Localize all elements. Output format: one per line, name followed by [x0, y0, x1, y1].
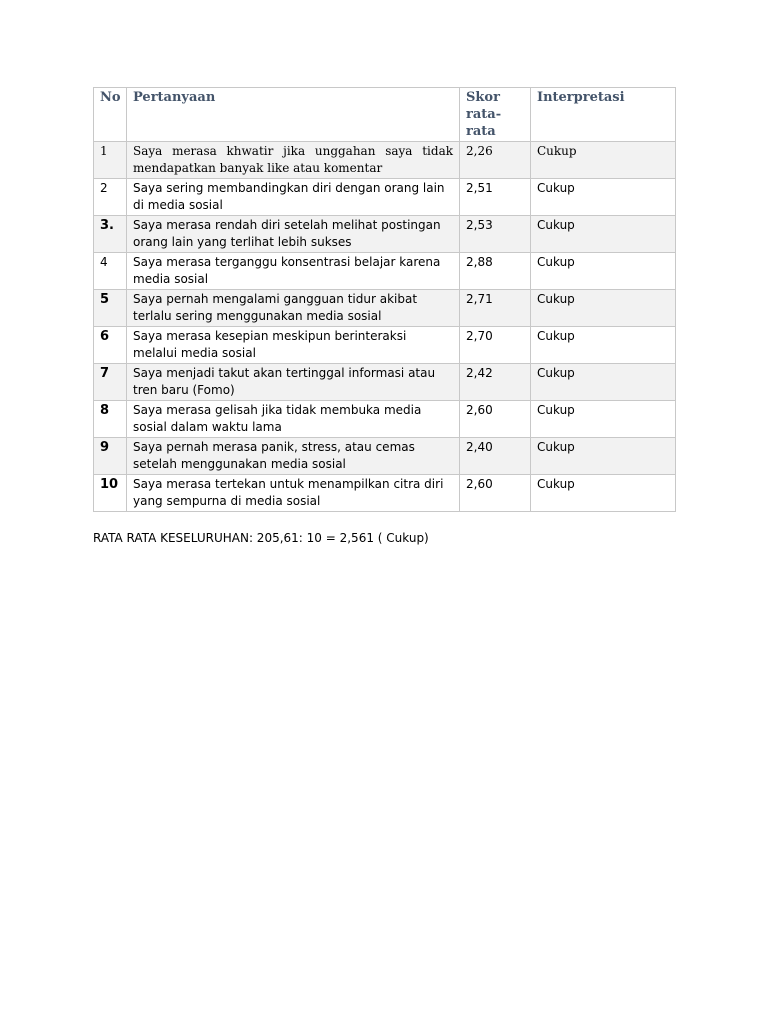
row-score: 2,53 [460, 216, 531, 253]
header-question: Pertanyaan [127, 88, 460, 142]
row-question: Saya merasa terganggu konsentrasi belajar karena media sosial [127, 253, 460, 290]
row-interpretation: Cukup [531, 438, 676, 475]
row-score: 2,51 [460, 179, 531, 216]
row-interpretation: Cukup [531, 179, 676, 216]
row-interpretation: Cukup [531, 253, 676, 290]
row-question: Saya merasa rendah diri setelah melihat postingan orang lain yang terlihat lebih sukses [127, 216, 460, 253]
row-interpretation: Cukup [531, 290, 676, 327]
table-row [94, 401, 676, 438]
row-question: Saya pernah mengalami gangguan tidur akibat terlalu sering menggunakan media sosial [127, 290, 460, 327]
row-question: Saya merasa kesepian meskipun berinteraksi melalui media sosial [127, 327, 460, 364]
row-interpretation: Cukup [531, 216, 676, 253]
table-row [94, 327, 676, 364]
row-number: 5 [94, 290, 127, 327]
table-row [94, 290, 676, 327]
row-score: 2,42 [460, 364, 531, 401]
row-number: 6 [94, 327, 127, 364]
table-row [94, 364, 676, 401]
table-header-row [94, 88, 676, 142]
table-row [94, 438, 676, 475]
row-score: 2,40 [460, 438, 531, 475]
table-row [94, 475, 676, 512]
header-score: Skor rata-rata [460, 88, 531, 142]
row-interpretation: Cukup [531, 401, 676, 438]
header-no: No [94, 88, 127, 142]
row-question: Saya sering membandingkan diri dengan orang lain di media sosial [127, 179, 460, 216]
row-number: 9 [94, 438, 127, 475]
row-interpretation: Cukup [531, 327, 676, 364]
row-question: Saya merasa khwatir jika unggahan saya tidak mendapatkan banyak like atau komentar [127, 142, 460, 179]
row-number: 1 [94, 142, 127, 179]
header-interpretation: Interpretasi [531, 88, 676, 142]
row-score: 2,88 [460, 253, 531, 290]
overall-average-summary: RATA RATA KESELURUHAN: 205,61: 10 = 2,561 ( Cukup) [93, 531, 429, 545]
row-score: 2,71 [460, 290, 531, 327]
row-interpretation: Cukup [531, 364, 676, 401]
table-row [94, 216, 676, 253]
row-number: 2 [94, 179, 127, 216]
table-row [94, 142, 676, 179]
row-score: 2,60 [460, 475, 531, 512]
table-row [94, 253, 676, 290]
row-question: Saya pernah merasa panik, stress, atau cemas setelah menggunakan media sosial [127, 438, 460, 475]
row-number: 7 [94, 364, 127, 401]
survey-results-table [93, 87, 676, 512]
row-interpretation: Cukup [531, 142, 676, 179]
table-row [94, 179, 676, 216]
row-number: 4 [94, 253, 127, 290]
row-number: 8 [94, 401, 127, 438]
row-question: Saya menjadi takut akan tertinggal informasi atau tren baru (Fomo) [127, 364, 460, 401]
row-number: 10 [94, 475, 127, 512]
row-question: Saya merasa tertekan untuk menampilkan citra diri yang sempurna di media sosial [127, 475, 460, 512]
row-number: 3. [94, 216, 127, 253]
row-interpretation: Cukup [531, 475, 676, 512]
row-score: 2,70 [460, 327, 531, 364]
row-score: 2,26 [460, 142, 531, 179]
row-score: 2,60 [460, 401, 531, 438]
row-question: Saya merasa gelisah jika tidak membuka media sosial dalam waktu lama [127, 401, 460, 438]
